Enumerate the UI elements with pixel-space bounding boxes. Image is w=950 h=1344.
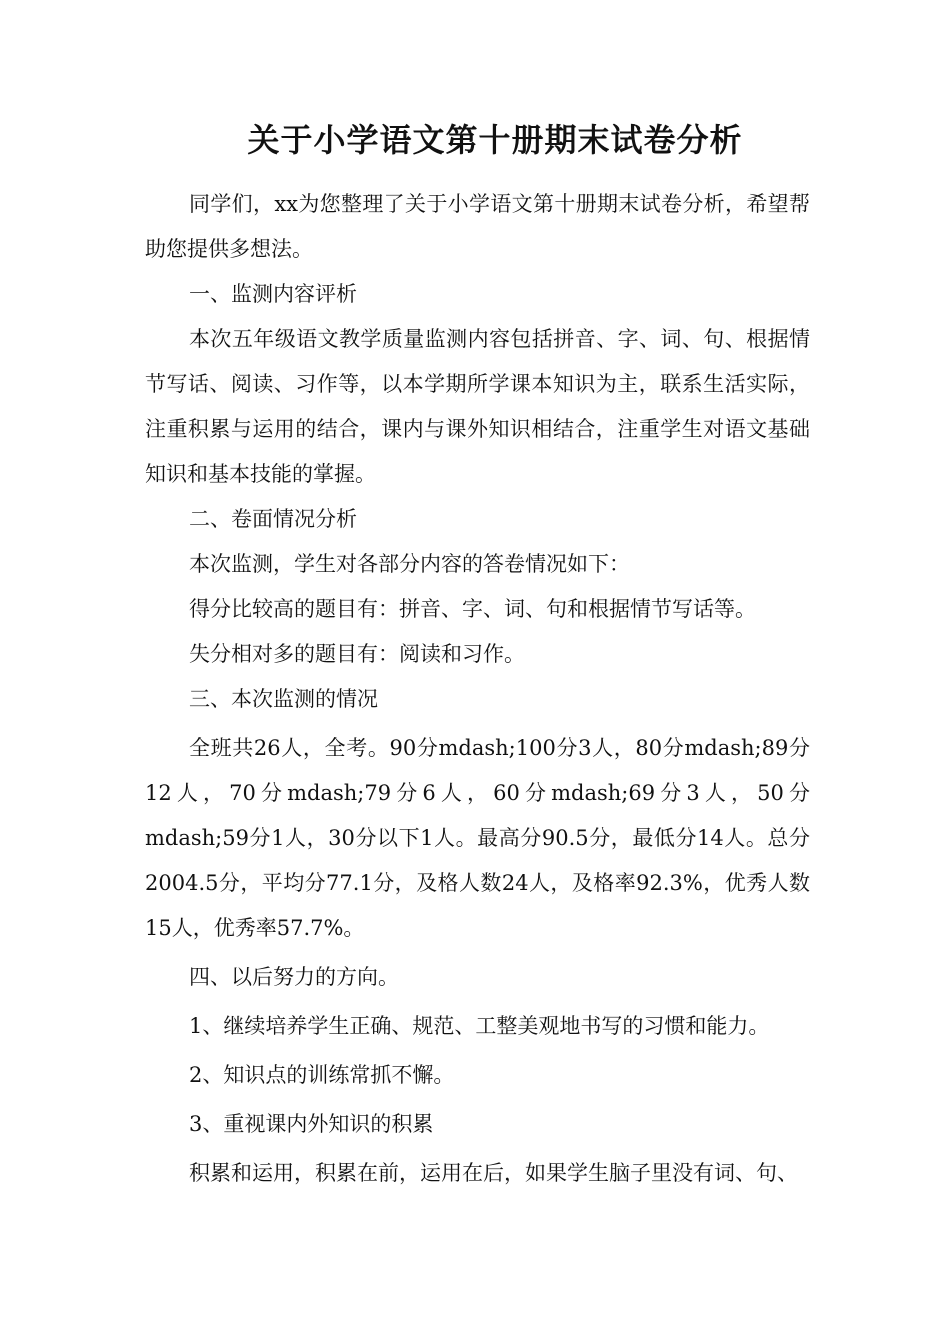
paragraph-intro: 同学们，xx为您整理了关于小学语文第十册期末试卷分析，希望帮助您提供多想法。 [145, 192, 810, 261]
section-heading-2: 二、卷面情况分析 [189, 507, 357, 531]
document-body [145, 182, 810, 1196]
section-heading-3: 三、本次监测的情况 [189, 687, 378, 711]
document-title: 关于小学语文第十册期末试卷分析 [247, 121, 743, 159]
paragraph-answer-overview: 本次监测，学生对各部分内容的答卷情况如下： [189, 552, 630, 576]
paragraph-high-score-items: 得分比较高的题目有：拼音、字、词、句和根据情节写话等。 [189, 597, 756, 621]
section-heading-1: 一、监测内容评析 [189, 282, 357, 306]
paragraph-low-score-items: 失分相对多的题目有：阅读和习作。 [189, 642, 525, 666]
section-heading-4: 四、以后努力的方向。 [189, 965, 399, 989]
list-item-3: 3、重视课内外知识的积累 [189, 1112, 434, 1136]
list-item-2: 2、知识点的训练常抓不懈。 [189, 1063, 455, 1087]
paragraph-content-review: 本次五年级语文教学质量监测内容包括拼音、字、词、句、根据情节写话、阅读、习作等，以本学期所学课本知识为主，联系生活实际，注重积累与运用的结合，课内与课外知识相结合，注重学生对语文基础知识和基本技能的掌握。 [145, 327, 810, 486]
list-item-1: 1、继续培养学生正确、规范、工整美观地书写的习惯和能力。 [189, 1014, 770, 1038]
paragraph-score-statistics: 全班共26人，全考。90分mdash;100分3人，80分mdash;89分12人，70分mdash;79分6人，60分mdash;69分3人，50分mdash;59分1人，30分以下1人。最高分90.5分，最低分14人。总分2004.5分，平均分77.1分，及格人数24人，及格率92.3%，优秀人数15人，优秀率57.7%。 [145, 736, 810, 940]
paragraph-accumulation: 积累和运用，积累在前，运用在后，如果学生脑子里没有词、句、 [189, 1161, 798, 1185]
